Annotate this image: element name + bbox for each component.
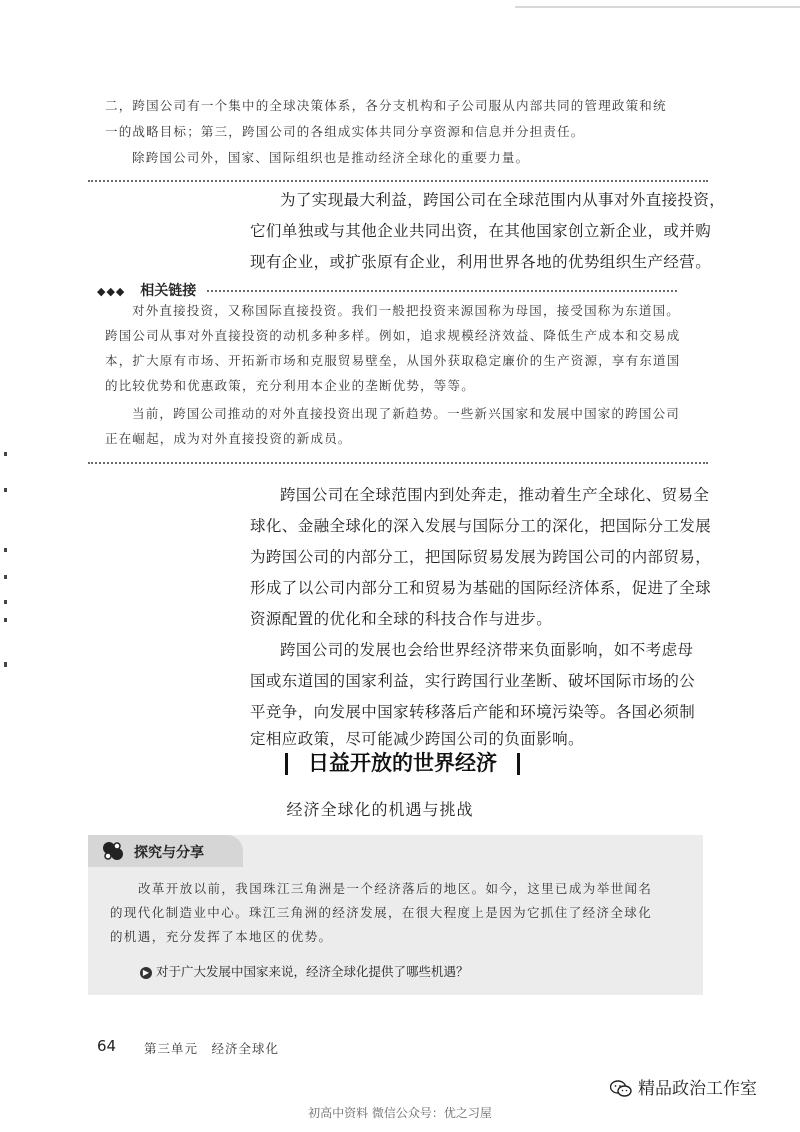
watermark-text: 精品政治工作室 (638, 1079, 757, 1099)
dotted-divider (88, 462, 708, 464)
impact-line-9: 定相应政策，尽可能减少跨国公司的负面影响。 (250, 730, 584, 748)
explore-share-box (88, 835, 703, 995)
play-arrow-icon: ▶ (140, 967, 152, 979)
related-link-title: 相关链接 (140, 283, 197, 299)
title-bar-left (285, 753, 288, 775)
impact-line-4: 形成了以公司内部分工和贸易为基础的国际经济体系，促进了全球 (250, 579, 712, 597)
question-text: 对于广大发展中国家来说，经济全球化提供了哪些机遇？ (156, 964, 469, 979)
intro-line-3: 除跨国公司外，国家、国际组织也是推动经济全球化的重要力量。 (132, 150, 530, 165)
fdi-line-1: 为了实现最大利益，跨国公司在全球范围内从事对外直接投资， (280, 191, 726, 209)
scan-mark (4, 600, 7, 604)
related-line-5: 当前，跨国公司推动的对外直接投资出现了新趋势。一些新兴国家和发展中国家的跨国公司 (132, 406, 681, 421)
unit-label: 第三单元 经济全球化 (144, 1041, 280, 1056)
explore-line-1: 改革开放以前，我国珠江三角洲是一个经济落后的地区。如今，这里已成为举世闻名 (138, 881, 653, 896)
explore-share-title: 探究与分享 (134, 845, 204, 861)
scan-mark (4, 618, 7, 622)
subsection-title: 经济全球化的机遇与挑战 (286, 800, 474, 819)
scan-mark (4, 548, 7, 552)
explore-share-tab (88, 835, 243, 867)
explore-question (140, 962, 469, 980)
scan-mark (4, 662, 7, 667)
scan-mark (4, 452, 7, 456)
explore-line-3: 的机遇，充分发挥了本地区的优势。 (110, 929, 333, 944)
impact-line-5: 资源配置的优化和全球的科技合作与进步。 (250, 610, 553, 628)
related-line-6: 正在崛起，成为对外直接投资的新成员。 (105, 431, 352, 446)
fdi-line-3: 现有企业，或扩张原有企业，利用世界各地的优势组织生产经营。 (250, 253, 712, 271)
intro-line-2: 一的战略目标；第三，跨国公司的各组成实体共同分享资源和信息并分担责任。 (105, 124, 585, 139)
impact-line-2: 球化、金融全球化的深入发展与国际分工的深化，把国际分工发展 (250, 517, 712, 535)
impact-line-6: 跨国公司的发展也会给世界经济带来负面影响，如不考虑母 (280, 641, 694, 659)
heading-dotted-line (207, 290, 677, 292)
impact-line-8: 平竞争，向发展中国家转移落后产能和环境污染等。各国必须制 (250, 703, 696, 721)
related-line-4: 的比较优势和优惠政策，充分利用本企业的垄断优势，等等。 (105, 378, 475, 393)
impact-line-3: 为跨国公司的内部分工，把国际贸易发展为跨国公司的内部贸易， (250, 548, 712, 566)
explore-line-2: 的现代化制造业中心。珠江三角洲的经济发展，在很大程度上是因为它抓住了经济全球化 (110, 905, 653, 920)
title-bar-right (517, 753, 520, 775)
scan-mark (4, 575, 7, 579)
top-rule (515, 6, 800, 8)
dotted-divider (88, 180, 708, 182)
intro-line-1: 二，跨国公司有一个集中的全球决策体系，各分支机构和子公司服从内部共同的管理政策和统 (105, 98, 667, 113)
section-title (265, 747, 540, 777)
fdi-line-2: 它们单独或与其他企业共同出资，在其他国家创立新企业，或并购 (250, 222, 712, 240)
wechat-icon (610, 1080, 632, 1098)
related-link-heading (97, 280, 677, 300)
impact-line-7: 国或东道国的国家利益，实行跨国行业垄断、破坏国际市场的公 (250, 672, 696, 690)
scan-mark (4, 488, 7, 492)
diamond-bullets-icon: ◆◆◆ (97, 285, 126, 298)
related-line-1: 对外直接投资，又称国际直接投资。我们一般把投资来源国称为母国，接受国称为东道国。 (132, 303, 681, 318)
page-footer: 初高中资料 微信公众号：优之习屋 (308, 1106, 492, 1120)
page-number: 64 (97, 1037, 117, 1055)
related-line-3: 本，扩大原有市场、开拓新市场和克服贸易壁垒，从国外获取稳定廉价的生产资源，享有东道国 (105, 353, 681, 368)
watermark (610, 1074, 757, 1099)
related-line-2: 跨国公司从事对外直接投资的动机多种多样。例如，追求规模经济效益、降低生产成本和交易成 (105, 328, 681, 343)
section-title-text: 日益开放的世界经济 (308, 751, 497, 775)
impact-line-1: 跨国公司在全球范围内到处奔走，推动着生产全球化、贸易全 (280, 486, 710, 504)
puzzle-pieces-icon (102, 841, 124, 861)
explore-text (110, 877, 695, 949)
